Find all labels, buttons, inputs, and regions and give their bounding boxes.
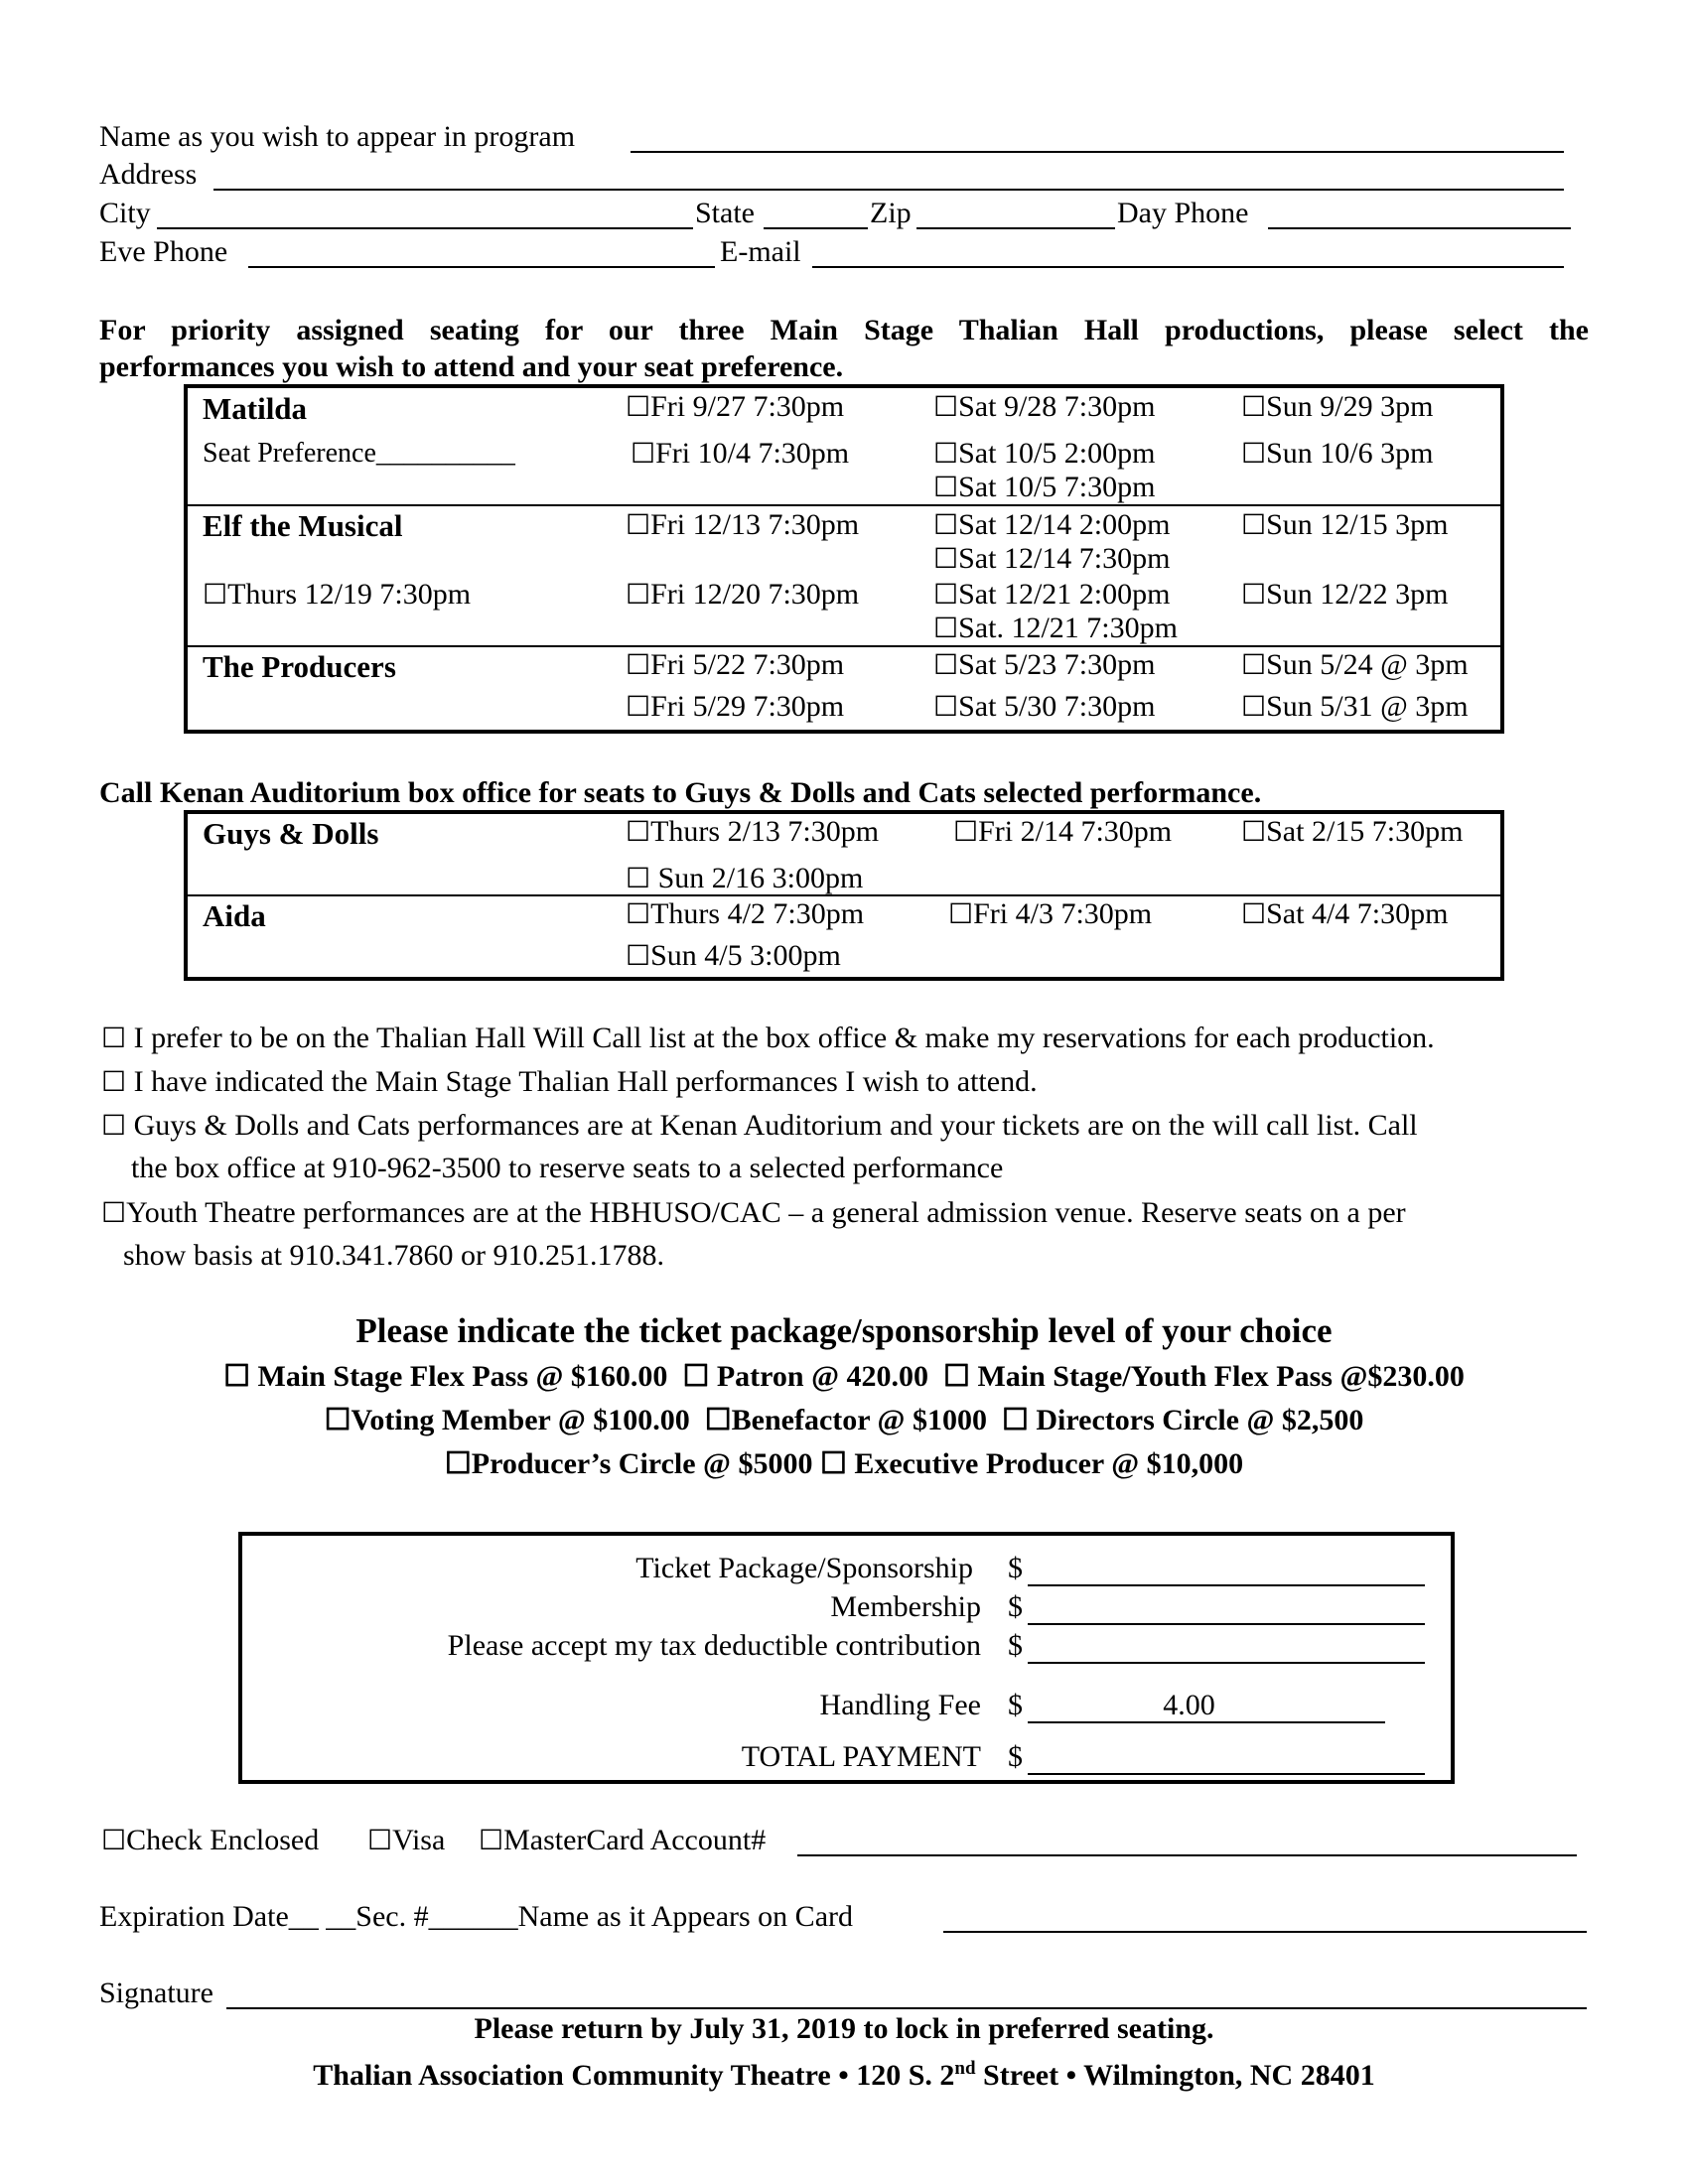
perf-checkbox[interactable]: ☐Sun 12/22 3pm — [1241, 578, 1449, 611]
name-field[interactable] — [631, 151, 1564, 153]
currency-symbol: $ — [1008, 1629, 1023, 1662]
perf-checkbox[interactable]: ☐Sat 4/4 7:30pm — [1241, 897, 1449, 930]
name-on-card-field[interactable] — [943, 1931, 1587, 1933]
eve-phone-field[interactable] — [248, 266, 715, 268]
perf-checkbox[interactable]: ☐Sun 5/24 @ 3pm — [1241, 648, 1469, 681]
show-title-guys-and-dolls: Guys & Dolls — [203, 816, 379, 851]
option-kenan-continued: the box office at 910-962-3500 to reserve seats to a selected performance — [131, 1152, 1004, 1184]
seat-preference-field[interactable]: Seat Preference__________ — [203, 438, 515, 469]
total-payment-field[interactable] — [1028, 1773, 1425, 1775]
perf-checkbox[interactable]: ☐Sat 9/28 7:30pm — [933, 390, 1156, 423]
account-number-field[interactable] — [797, 1854, 1577, 1856]
perf-checkbox[interactable]: ☐Fri 12/20 7:30pm — [626, 578, 860, 611]
package-executive-producer[interactable]: ☐ Executive Producer @ $10,000 — [819, 1447, 1244, 1480]
signature-field[interactable] — [226, 2007, 1587, 2009]
perf-checkbox[interactable]: ☐Fri 2/14 7:30pm — [953, 815, 1173, 848]
day-phone-label: Day Phone — [1117, 197, 1249, 229]
perf-checkbox[interactable]: ☐Thurs 2/13 7:30pm — [626, 815, 880, 848]
name-label: Name as you wish to appear in program — [99, 120, 576, 153]
packages-heading: Please indicate the ticket package/sponsorship level of your choice — [355, 1311, 1333, 1350]
perf-checkbox[interactable]: ☐Sun 12/15 3pm — [1241, 508, 1449, 541]
package-voting-member[interactable]: ☐Voting Member @ $100.00 — [324, 1404, 690, 1436]
show-title-matilda: Matilda — [203, 391, 308, 426]
state-label: State — [695, 197, 755, 229]
packages-row-2 — [0, 1402, 1688, 1439]
city-label: City — [99, 197, 151, 229]
perf-checkbox[interactable]: ☐Sat 10/5 7:30pm — [933, 471, 1156, 503]
payment-label: Please accept my tax deductible contribution — [447, 1629, 981, 1662]
package-patron[interactable]: ☐ Patron @ 420.00 — [682, 1360, 929, 1393]
perf-checkbox[interactable]: ☐Sat. 12/21 7:30pm — [933, 612, 1178, 644]
address-label: Address — [99, 158, 198, 191]
address-field[interactable] — [213, 189, 1564, 191]
perf-checkbox[interactable]: ☐Fri 10/4 7:30pm — [631, 437, 850, 470]
payment-label: Ticket Package/Sponsorship — [635, 1552, 973, 1584]
show-title-producers: The Producers — [203, 649, 396, 684]
perf-checkbox[interactable]: ☐Sat 5/23 7:30pm — [933, 648, 1156, 681]
zip-label: Zip — [870, 197, 912, 229]
perf-checkbox[interactable]: ☐Fri 12/13 7:30pm — [626, 508, 860, 541]
option-kenan[interactable]: ☐ Guys & Dolls and Cats performances are at Kenan Auditorium and your tickets are on the will call list. Call — [101, 1109, 1418, 1142]
perf-checkbox[interactable]: ☐Fri 4/3 7:30pm — [948, 897, 1153, 930]
ticket-package-amount-field[interactable] — [1028, 1584, 1425, 1586]
perf-checkbox[interactable]: ☐Fri 5/22 7:30pm — [626, 648, 845, 681]
perf-checkbox[interactable]: ☐ Sun 2/16 3:00pm — [626, 862, 864, 894]
expiration-label: Expiration Date__ __Sec. #______Name as it Appears on Card — [99, 1900, 853, 1933]
currency-symbol: $ — [1008, 1689, 1023, 1721]
day-phone-field[interactable] — [1268, 227, 1571, 229]
handling-fee-value: 4.00 — [1163, 1689, 1215, 1721]
state-field[interactable] — [764, 227, 868, 229]
package-youth-flex[interactable]: ☐ Main Stage/Youth Flex Pass @$230.00 — [943, 1360, 1465, 1393]
perf-checkbox[interactable]: ☐Sun 9/29 3pm — [1241, 390, 1434, 423]
priority-line-2: performances you wish to attend and your seat preference. — [99, 350, 844, 383]
email-field[interactable] — [812, 266, 1564, 268]
packages-row-3 — [0, 1445, 1688, 1483]
option-indicated[interactable]: ☐ I have indicated the Main Stage Thalian Hall performances I wish to attend. — [101, 1065, 1038, 1098]
perf-checkbox[interactable]: ☐Sun 5/31 @ 3pm — [1241, 690, 1469, 723]
eve-phone-label: Eve Phone — [99, 235, 228, 268]
package-main-stage-flex[interactable]: ☐ Main Stage Flex Pass @ $160.00 — [223, 1360, 668, 1393]
perf-checkbox[interactable]: ☐Fri 9/27 7:30pm — [626, 390, 845, 423]
return-note: Please return by July 31, 2019 to lock in preferred seating. — [474, 2012, 1214, 2045]
option-youth-continued: show basis at 910.341.7860 or 910.251.1788. — [123, 1239, 664, 1272]
perf-checkbox[interactable]: ☐Sun 10/6 3pm — [1241, 437, 1434, 470]
perf-checkbox[interactable]: ☐Sun 4/5 3:00pm — [626, 939, 841, 972]
payment-label: Handling Fee — [819, 1689, 981, 1721]
show-title-aida: Aida — [203, 898, 266, 933]
package-benefactor[interactable]: ☐Benefactor @ $1000 — [704, 1404, 987, 1436]
show-title-elf: Elf the Musical — [203, 508, 403, 543]
perf-checkbox[interactable]: ☐Sat 12/14 2:00pm — [933, 508, 1171, 541]
option-will-call[interactable]: ☐ I prefer to be on the Thalian Hall Will Call list at the box office & make my reservations for each production. — [101, 1022, 1435, 1054]
option-youth[interactable]: ☐Youth Theatre performances are at the HBHUSO/CAC – a general admission venue. Reserve seats on a per — [101, 1196, 1406, 1229]
signature-label: Signature — [99, 1977, 213, 2009]
membership-amount-field[interactable] — [1028, 1623, 1425, 1625]
perf-checkbox[interactable]: ☐Sat 5/30 7:30pm — [933, 690, 1156, 723]
payment-label: TOTAL PAYMENT — [741, 1740, 981, 1773]
visa-checkbox[interactable]: ☐Visa — [367, 1824, 446, 1856]
perf-checkbox[interactable]: ☐Thurs 12/19 7:30pm — [203, 578, 472, 611]
check-enclosed-checkbox[interactable]: ☐Check Enclosed — [101, 1824, 320, 1856]
mastercard-checkbox[interactable]: ☐MasterCard Account# — [479, 1824, 767, 1856]
perf-checkbox[interactable]: ☐Sat 10/5 2:00pm — [933, 437, 1156, 470]
currency-symbol: $ — [1008, 1552, 1023, 1584]
currency-symbol: $ — [1008, 1740, 1023, 1773]
perf-checkbox[interactable]: ☐Sat 2/15 7:30pm — [1241, 815, 1464, 848]
packages-row-1 — [0, 1358, 1688, 1396]
priority-line-1: For priority assigned seating for our three Main Stage Thalian Hall productions, please select the — [99, 314, 1589, 346]
theatre-address: Thalian Association Community Theatre • 120 S. 2nd Street • Wilmington, NC 28401 — [313, 2058, 1375, 2092]
divider — [186, 645, 1502, 647]
perf-checkbox[interactable]: ☐Fri 5/29 7:30pm — [626, 690, 845, 723]
city-field[interactable] — [157, 227, 693, 229]
payment-label: Membership — [830, 1590, 981, 1623]
currency-symbol: $ — [1008, 1590, 1023, 1623]
perf-checkbox[interactable]: ☐Sat 12/14 7:30pm — [933, 542, 1171, 575]
kenan-heading: Call Kenan Auditorium box office for seats to Guys & Dolls and Cats selected performance. — [99, 776, 1262, 809]
package-directors-circle[interactable]: ☐ Directors Circle @ $2,500 — [1001, 1404, 1364, 1436]
divider — [186, 504, 1502, 506]
zip-field[interactable] — [916, 227, 1115, 229]
perf-checkbox[interactable]: ☐Thurs 4/2 7:30pm — [626, 897, 865, 930]
contribution-amount-field[interactable] — [1028, 1662, 1425, 1664]
package-producers-circle[interactable]: ☐Producer’s Circle @ $5000 — [444, 1447, 813, 1480]
email-label: E-mail — [720, 235, 801, 268]
perf-checkbox[interactable]: ☐Sat 12/21 2:00pm — [933, 578, 1171, 611]
